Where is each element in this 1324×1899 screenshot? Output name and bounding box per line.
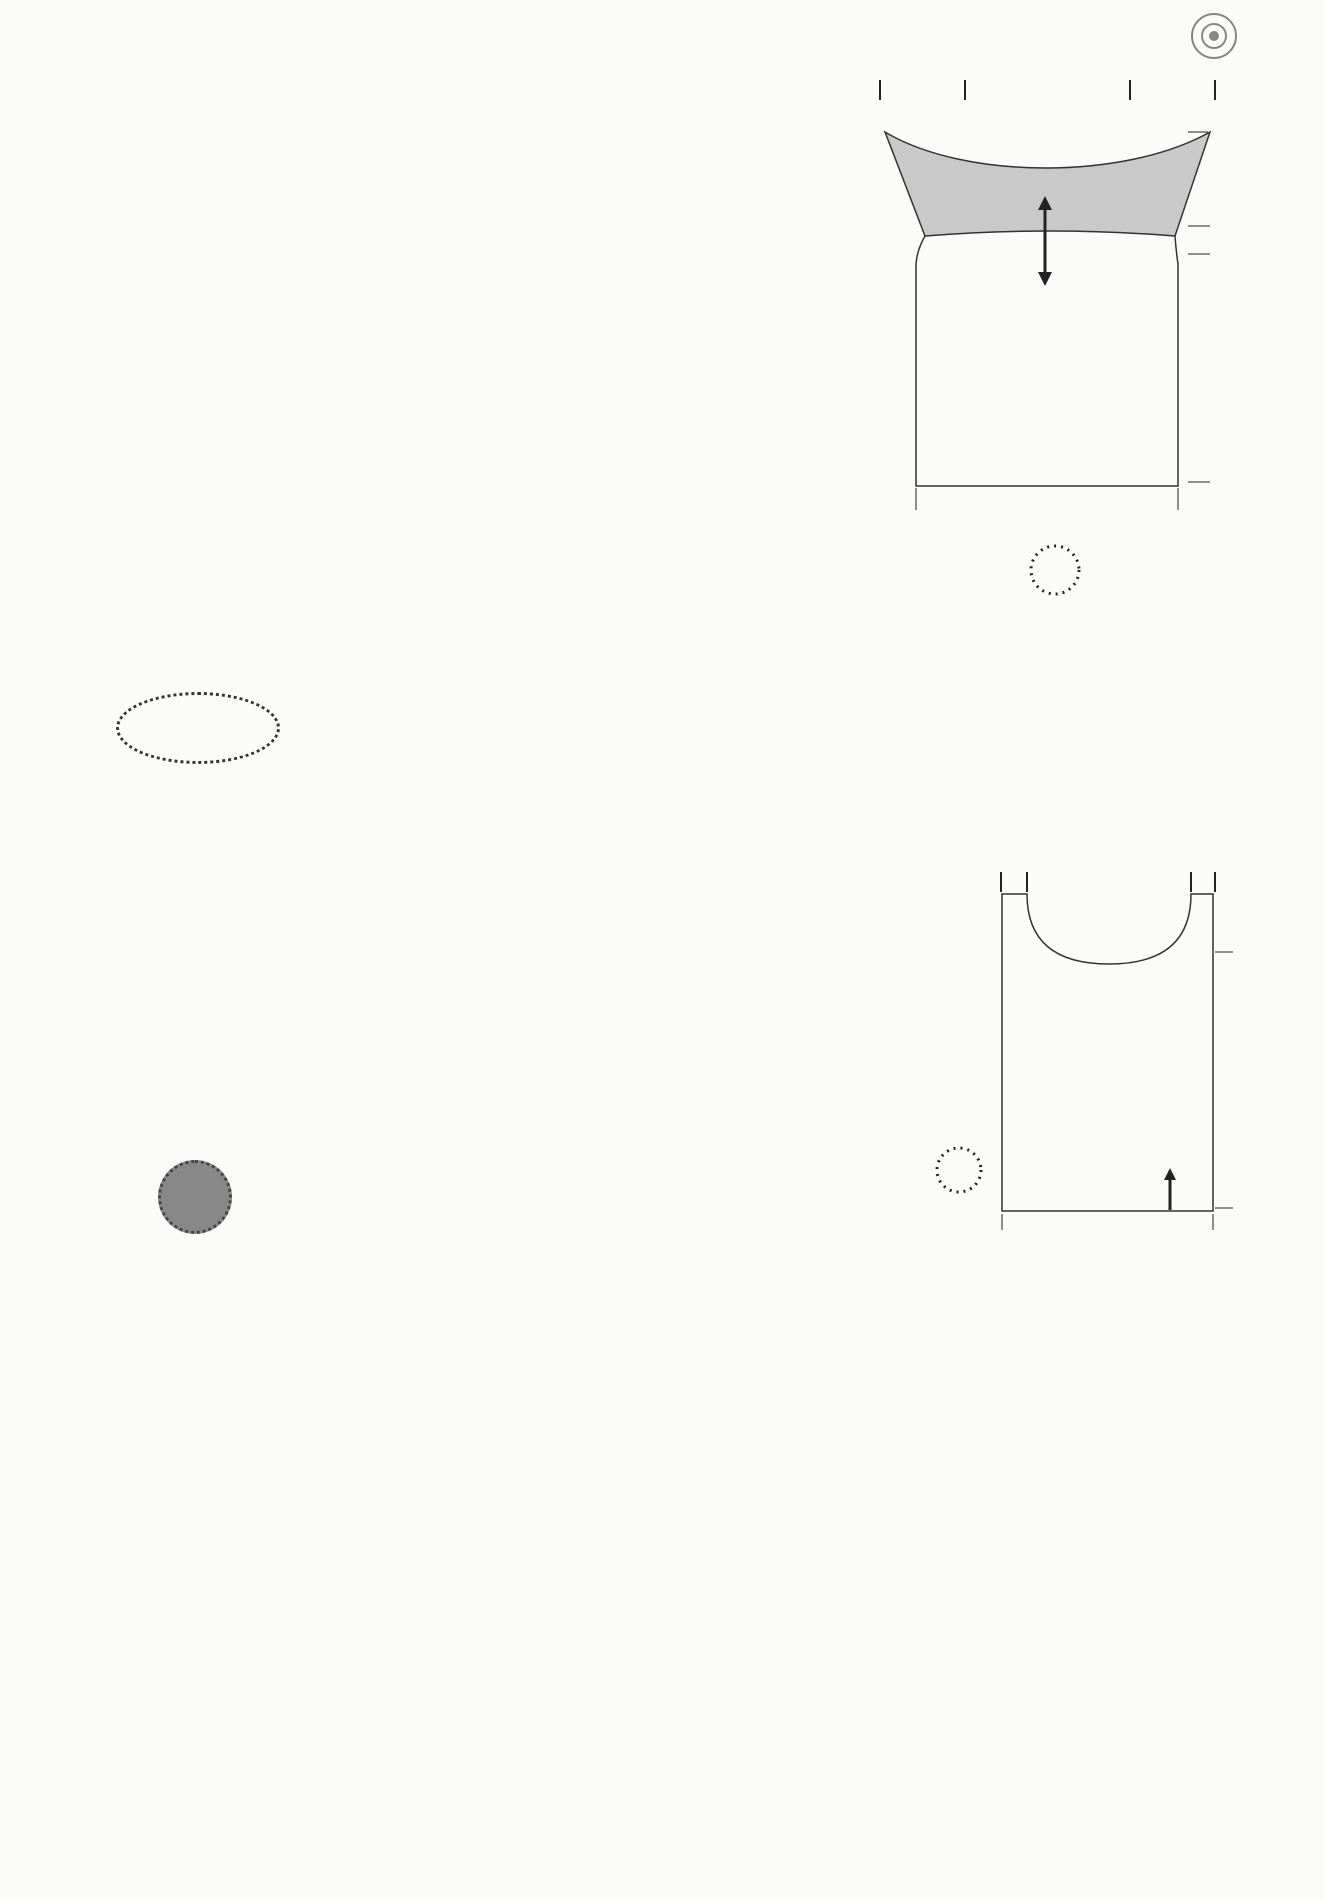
size-badge xyxy=(116,692,280,764)
knitting-chart xyxy=(98,1243,1233,1775)
diagram-nr3 xyxy=(870,68,1250,608)
diagram-nr1 xyxy=(925,868,1245,1238)
chart-badge xyxy=(158,1160,232,1234)
flower-logo-icon xyxy=(1188,10,1240,62)
